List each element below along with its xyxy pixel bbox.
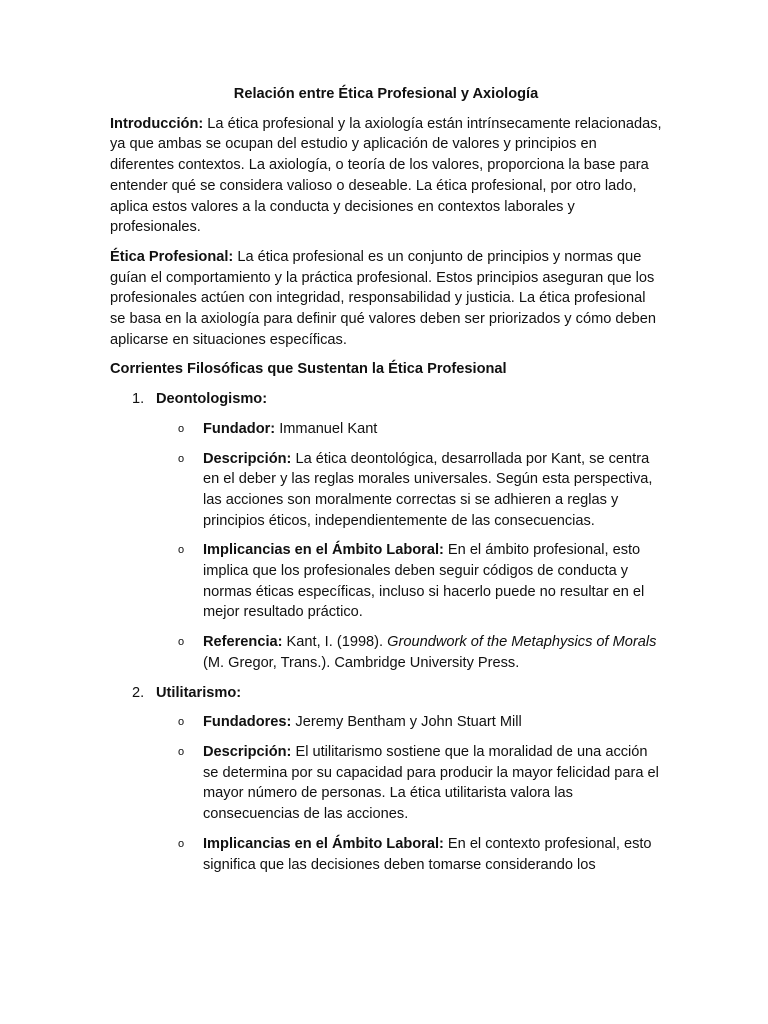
list-number: 1. (132, 391, 145, 408)
etica-text: La ética profesional es un conjunto de principios y normas que guían el comportamiento y la práctica profesional. Estos principios aseguran que los profesionales actúen con integridad, responsabilidad y justicia. La ética profesional se basa en la axiología para definir qué valores deben ser priorizados y cómo deben aplicarse en situaciones específicas. (110, 248, 656, 348)
reference-title: Groundwork of the Metaphysics of Morals (387, 634, 657, 651)
reference-post: (M. Gregor, Trans.). Cambridge University Press. (203, 654, 520, 671)
sub-label: Implicancias en el Ámbito Laboral: (203, 542, 444, 559)
sub-label: Implicancias en el Ámbito Laboral: (203, 835, 444, 852)
corrientes-heading: Corrientes Filosóficas que Sustentan la Ética Profesional (110, 361, 507, 378)
sublist (110, 712, 662, 875)
sub-label: Descripción: (203, 450, 292, 467)
reference-label: Referencia: (203, 634, 283, 651)
sublist-item (110, 712, 662, 733)
bullet-icon: o (178, 636, 185, 649)
sublist-item (110, 419, 662, 440)
sub-text: Immanuel Kant (275, 420, 378, 437)
bullet-icon: o (178, 452, 185, 465)
sub-text: Jeremy Bentham y John Stuart Mill (291, 714, 522, 731)
sublist-item (110, 449, 662, 532)
list-item-deontologismo (110, 389, 662, 673)
bullet-icon: o (178, 544, 185, 557)
intro-paragraph (110, 114, 662, 238)
sublist (110, 419, 662, 674)
etica-paragraph (110, 247, 662, 351)
sublist-item (110, 540, 662, 623)
corrientes-list (110, 389, 662, 875)
sub-text: La ética deontológica, desarrollada por Kant, se centra en el deber y las reglas morales universales. Según esta perspectiva, las acciones son moralmente correctas si se adhieren a reglas y principios éticos, independientemente de las consecuencias. (203, 450, 653, 529)
bullet-icon: o (178, 716, 185, 729)
sublist-item-reference (110, 632, 662, 673)
etica-label: Ética Profesional: (110, 248, 234, 265)
sub-label: Fundadores: (203, 714, 292, 731)
sub-label: Fundador: (203, 420, 276, 437)
list-number: 2. (132, 684, 145, 701)
sub-text: En el contexto profesional, esto significa que las decisiones deben tomarse considerando los (203, 835, 652, 873)
intro-text: La ética profesional y la axiología están intrínsecamente relacionadas, ya que ambas se ocupan del estudio y aplicación de valores y principios en diferentes contextos. La axiología, o teoría de los valores, proporciona la base para entender qué se considera valioso o deseable. La ética profesional, por otro lado, aplica estos valores a la conducta y decisiones en contextos laborales y profesionales. (110, 115, 662, 236)
sublist-item (110, 742, 662, 825)
document-title: Relación entre Ética Profesional y Axiología (233, 86, 539, 102)
list-item-title: Utilitarismo: (156, 684, 242, 701)
bullet-icon: o (178, 745, 185, 758)
list-item-title: Deontologismo: (156, 391, 268, 408)
sub-text: El utilitarismo sostiene que la moralidad de una acción se determina por su capacidad para producir la mayor felicidad para el mayor número de personas. La ética utilitarista valora las consecuencias de las acciones. (203, 743, 659, 823)
document-page (110, 84, 662, 884)
sub-label: Descripción: (203, 743, 292, 760)
bullet-icon: o (178, 422, 185, 435)
sublist-item (110, 834, 662, 875)
list-item-utilitarismo (110, 683, 662, 876)
bullet-icon: o (178, 837, 185, 850)
sub-text: En el ámbito profesional, esto implica que los profesionales deben seguir códigos de conducta y normas éticas específicas, incluso si hacerlo puede no resultar en el mejor resultado práctico. (203, 542, 645, 621)
reference-pre: Kant, I. (1998). (282, 634, 388, 651)
intro-label: Introducción: (110, 115, 204, 132)
